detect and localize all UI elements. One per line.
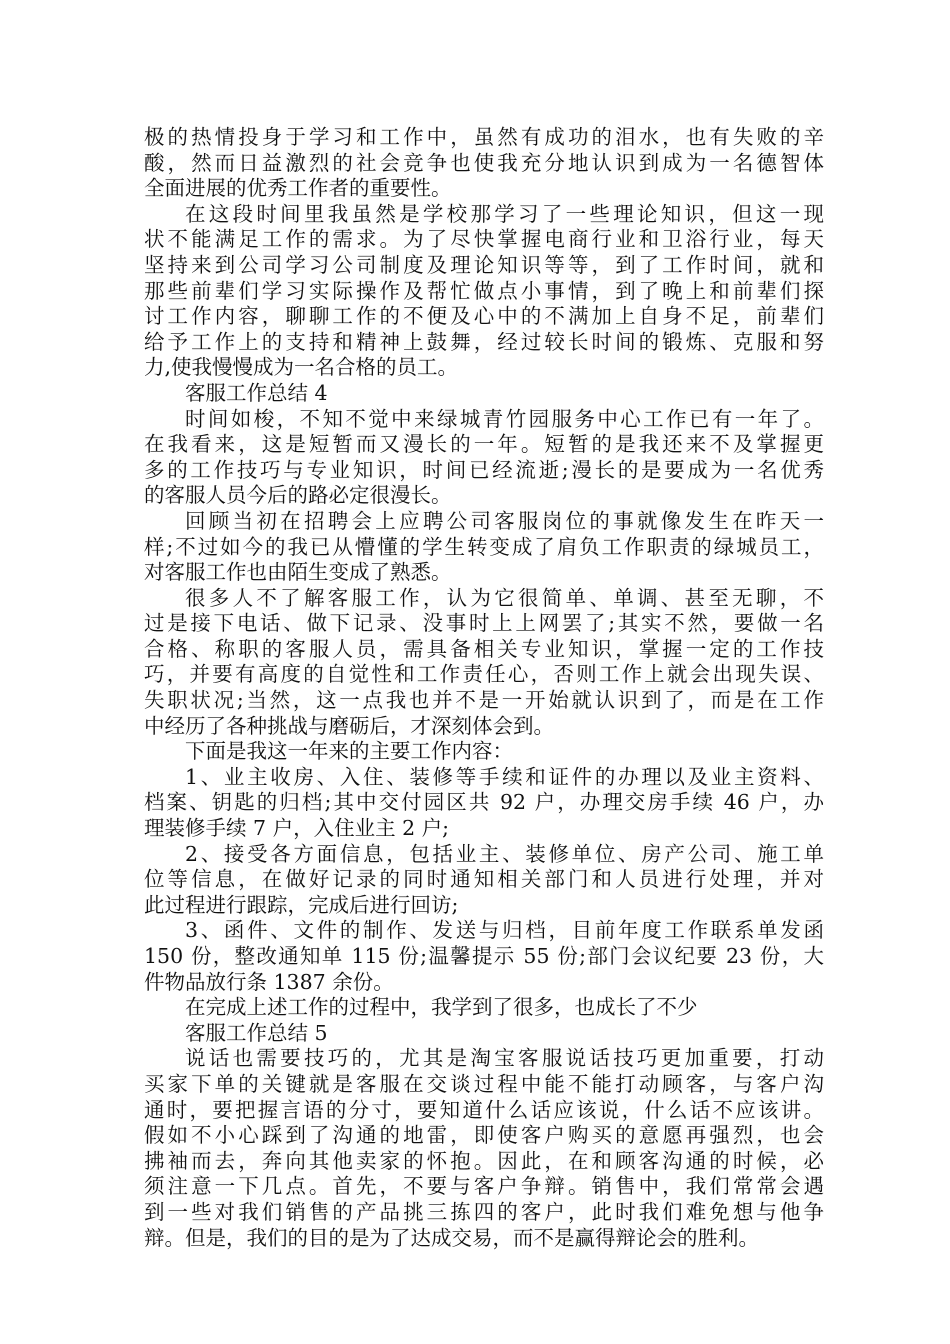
paragraph bbox=[144, 586, 824, 740]
text-line: 下面是我这一年来的主要工作内容： bbox=[185, 739, 513, 764]
paragraph bbox=[144, 918, 824, 995]
text-line: 过是接下电话、做下记录、没事时上上网罢了;其实不然，要做一名 bbox=[144, 611, 824, 636]
text-line: 档案、钥匙的归档;其中交付园区共 92 户，办理交房手续 46 户，办 bbox=[144, 790, 824, 815]
text-line: 合格、称职的客服人员，需具备相关专业知识，掌握一定的工作技 bbox=[144, 636, 824, 661]
paragraph bbox=[144, 739, 824, 765]
text-line: 理装修手续 7 户，入住业主 2 户; bbox=[144, 816, 450, 841]
text-line: 状不能满足工作的需求。为了尽快掌握电商行业和卫浴行业，每天 bbox=[144, 227, 824, 252]
text-line: 此过程进行跟踪，完成后进行回访; bbox=[144, 892, 459, 917]
paragraph bbox=[144, 202, 824, 381]
text-line: 巧，并要有高度的自觉性和工作责任心，否则工作上就会出现失误、 bbox=[144, 662, 824, 687]
text-line: 力,使我慢慢成为一名合格的员工。 bbox=[144, 355, 459, 380]
text-line: 150 份，整改通知单 115 份;温馨提示 55 份;部门会议纪要 23 份，大 bbox=[144, 944, 824, 968]
text-line: 多的工作技巧与专业知识，时间已经流逝;漫长的是要成为一名优秀 bbox=[144, 457, 824, 482]
section-heading: 客服工作总结 4 bbox=[185, 380, 328, 405]
document-page bbox=[144, 125, 824, 1251]
text-line: 3、函件、文件的制作、发送与归档，目前年度工作联系单发函 bbox=[185, 918, 824, 943]
text-line: 通时，要把握言语的分寸，要知道什么话应该说，什么话不应该讲。 bbox=[144, 1097, 824, 1122]
text-line: 拂袖而去，奔向其他卖家的怀抱。因此，在和顾客沟通的时候，必 bbox=[144, 1148, 824, 1173]
text-line: 1、业主收房、入住、装修等手续和证件的办理以及业主资料、 bbox=[185, 764, 824, 789]
text-line: 假如不小心踩到了沟通的地雷，即使客户购买的意愿再强烈，也会 bbox=[144, 1123, 824, 1148]
text-line: 时间如梭，不知不觉中来绿城青竹园服务中心工作已有一年了。 bbox=[185, 406, 824, 431]
text-line: 辩。但是，我们的目的是为了达成交易，而不是赢得辩论会的胜利。 bbox=[144, 1225, 759, 1250]
text-line: 很多人不了解客服工作，认为它很简单、单调、甚至无聊，不 bbox=[185, 585, 824, 610]
text-line: 极的热情投身于学习和工作中，虽然有成功的泪水，也有失败的辛 bbox=[144, 125, 824, 149]
text-line: 那些前辈们学习实际操作及帮忙做点小事情，到了晚上和前辈们探 bbox=[144, 278, 824, 303]
text-line: 中经历了各种挑战与磨砺后，才深刻体会到。 bbox=[144, 713, 554, 738]
text-line: 坚持来到公司学习公司制度及理论知识等等，到了工作时间，就和 bbox=[144, 252, 824, 277]
text-line: 给予工作上的支持和精神上鼓舞，经过较长时间的锻炼、克服和努 bbox=[144, 329, 824, 354]
text-line: 2、接受各方面信息，包括业主、装修单位、房产公司、施工单 bbox=[185, 841, 824, 866]
text-line: 样;不过如今的我已从懵懂的学生转变成了肩负工作职责的绿城员工， bbox=[144, 534, 824, 559]
text-line: 在我看来，这是短暂而又漫长的一年。短暂的是我还来不及掌握更 bbox=[144, 432, 824, 457]
paragraph bbox=[144, 407, 824, 509]
paragraph bbox=[144, 1046, 824, 1251]
paragraph bbox=[144, 125, 824, 202]
text-line: 须注意一下几点。首先，不要与客户争辩。销售中，我们常常会遇 bbox=[144, 1174, 824, 1199]
paragraph bbox=[144, 842, 824, 919]
text-line: 酸，然而日益激烈的社会竞争也使我充分地认识到成为一名德智体 bbox=[144, 150, 824, 175]
paragraph bbox=[144, 995, 824, 1021]
text-line: 全面进展的优秀工作者的重要性。 bbox=[144, 176, 452, 201]
text-line: 件物品放行条 1387 余份。 bbox=[144, 969, 394, 994]
section-heading: 客服工作总结 5 bbox=[185, 1020, 328, 1045]
text-line: 对客服工作也由陌生变成了熟悉。 bbox=[144, 560, 452, 585]
text-line: 失职状况;当然，这一点我也并不是一开始就认识到了，而是在工作 bbox=[144, 688, 824, 713]
paragraph bbox=[144, 509, 824, 586]
text-line: 在这段时间里我虽然是学校那学习了一些理论知识，但这一现 bbox=[185, 201, 824, 226]
text-line: 在完成上述工作的过程中，我学到了很多，也成长了不少 bbox=[185, 995, 698, 1020]
paragraph bbox=[144, 765, 824, 842]
text-line: 位等信息，在做好记录的同时通知相关部门和人员进行处理，并对 bbox=[144, 867, 824, 892]
text-line: 讨工作内容，聊聊工作的不便及心中的不满加上自身不足，前辈们 bbox=[144, 304, 824, 329]
text-line: 买家下单的关键就是客服在交谈过程中能不能打动顾客，与客户沟 bbox=[144, 1071, 824, 1096]
text-line: 到一些对我们销售的产品挑三拣四的客户，此时我们难免想与他争 bbox=[144, 1199, 824, 1224]
text-line: 的客服人员今后的路必定很漫长。 bbox=[144, 483, 452, 508]
text-line: 说话也需要技巧的，尤其是淘宝客服说话技巧更加重要，打动 bbox=[185, 1046, 824, 1071]
text-line: 回顾当初在招聘会上应聘公司客服岗位的事就像发生在昨天一 bbox=[185, 508, 824, 533]
